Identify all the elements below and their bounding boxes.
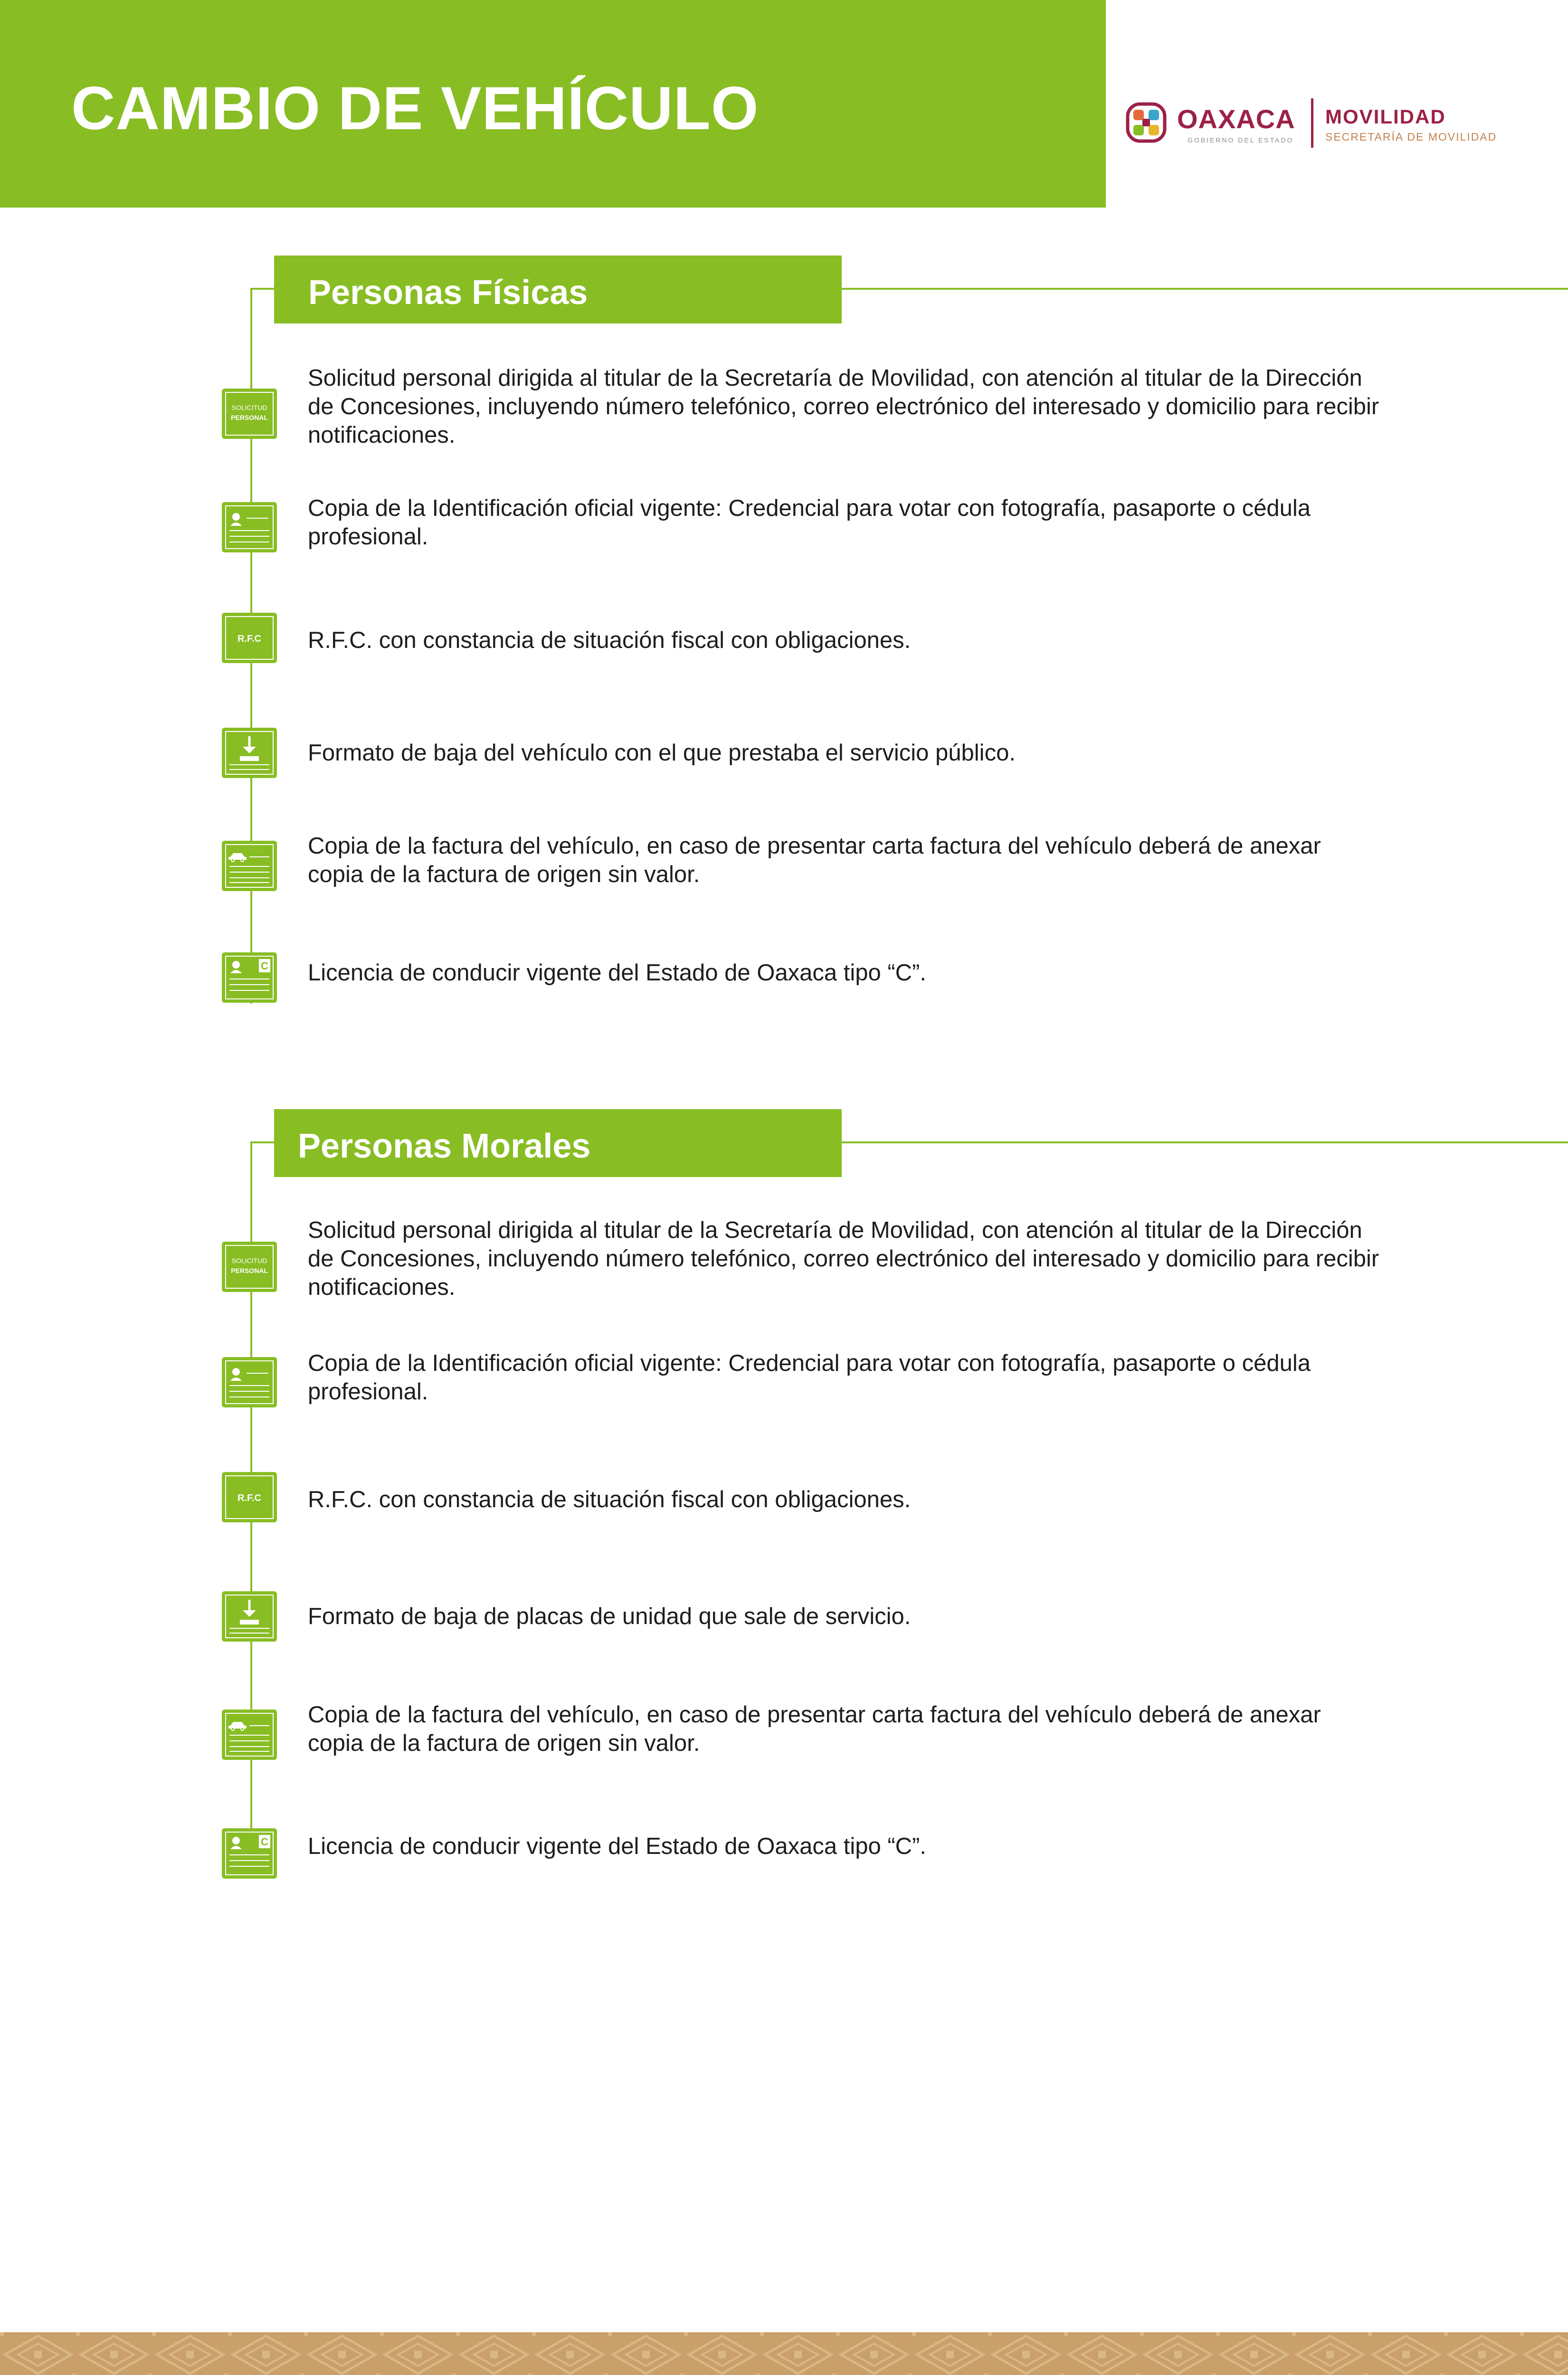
section-heading <box>274 1109 842 1177</box>
logo-divider <box>1311 98 1313 148</box>
invoice-car-icon <box>221 1709 278 1761</box>
download-form-icon <box>221 1590 278 1643</box>
requirement-text: Copia de la Identificación oficial vigente: Credencial para votar con fotografía, pasaporte o cédula profesional. <box>308 1350 1311 1405</box>
icon-label-top: SOLICITUD <box>231 1257 267 1264</box>
requirement-text: Solicitud personal dirigida al titular de la Secretaría de Movilidad, con atención al titular de la Dirección de Concesiones, incluyendo número telefónico, correo electrónico del interesado y domicilio para recibir notificaciones. <box>308 1217 1379 1300</box>
logo-state-subtitle: GOBIERNO DEL ESTADO <box>1188 136 1294 144</box>
icon-label: C <box>261 960 268 972</box>
requirement-text: R.F.C. con constancia de situación fiscal con obligaciones. <box>308 627 911 653</box>
requirement-text: R.F.C. con constancia de situación fiscal con obligaciones. <box>308 1487 911 1512</box>
icon-label-bottom: PERSONAL <box>231 414 268 421</box>
id-card-icon <box>221 1356 278 1408</box>
rfc-icon <box>221 1471 278 1523</box>
icon-label-bottom: PERSONAL <box>231 1267 268 1274</box>
section-title: Personas Físicas <box>308 274 588 312</box>
timeline-connector <box>250 288 274 290</box>
id-card-icon <box>221 501 278 553</box>
section-heading <box>274 256 842 323</box>
section-title: Personas Morales <box>298 1127 591 1165</box>
requirement-text: Licencia de conducir vigente del Estado de Oaxaca tipo “C”. <box>308 960 926 986</box>
requirement-text: Solicitud personal dirigida al titular de la Secretaría de Movilidad, con atención al titular de la Dirección de Concesiones, incluyendo número telefónico, correo electrónico del interesado y domicilio para recibir notificaciones. <box>308 365 1379 448</box>
icon-label: R.F.C <box>238 634 261 644</box>
requirement-text: Formato de baja del vehículo con el que prestaba el servicio público. <box>308 740 1016 766</box>
icon-label-top: SOLICITUD <box>231 404 267 411</box>
page-title: CAMBIO DE VEHÍCULO <box>71 75 759 142</box>
solicitud-personal-icon <box>221 388 278 440</box>
requirement-text: Formato de baja de placas de unidad que sale de servicio. <box>308 1604 911 1629</box>
timeline-connector <box>250 1141 274 1143</box>
footer-pattern <box>0 2332 1568 2375</box>
license-c-icon <box>221 1827 278 1880</box>
section-rule <box>842 288 1568 290</box>
invoice-car-icon <box>221 840 278 892</box>
oaxaca-textile-pattern-icon <box>0 2332 1568 2375</box>
oaxaca-emblem-icon <box>1126 102 1167 143</box>
requirement-text: Copia de la factura del vehículo, en caso de presentar carta factura del vehículo deberá de anexar copia de la factura de origen sin valor. <box>308 833 1321 887</box>
rfc-icon <box>221 612 278 664</box>
logo-department-name: MOVILIDAD <box>1325 105 1446 128</box>
icon-label: C <box>261 1836 268 1848</box>
license-c-icon <box>221 951 278 1004</box>
download-form-icon <box>221 727 278 779</box>
requirement-text: Copia de la factura del vehículo, en caso de presentar carta factura del vehículo deberá de anexar copia de la factura de origen sin valor. <box>308 1702 1321 1756</box>
requirement-text: Licencia de conducir vigente del Estado de Oaxaca tipo “C”. <box>308 1834 926 1859</box>
solicitud-personal-icon <box>221 1241 278 1293</box>
header-banner <box>0 0 1106 208</box>
section-rule <box>842 1141 1568 1143</box>
requirement-text: Copia de la Identificación oficial vigente: Credencial para votar con fotografía, pasaporte o cédula profesional. <box>308 495 1311 550</box>
icon-label: R.F.C <box>238 1493 261 1503</box>
logo-department-subtitle: SECRETARÍA DE MOVILIDAD <box>1325 131 1497 143</box>
logo-state-name: OAXACA <box>1177 104 1295 134</box>
